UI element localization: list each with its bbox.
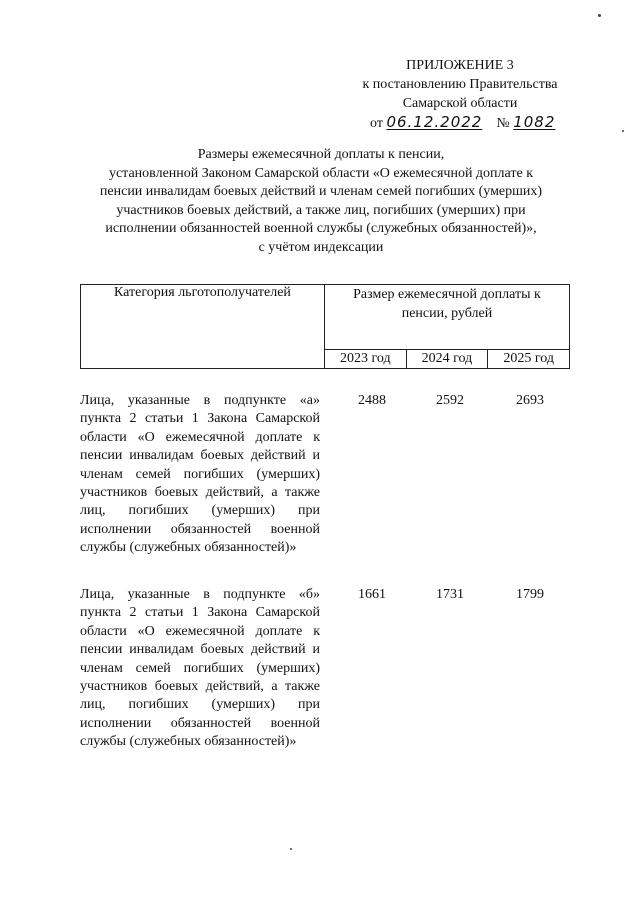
handwritten-number: 1082 [513,113,556,131]
row-value-2023: 2488 [358,393,386,408]
table-row [80,392,570,586]
document-title [72,146,570,257]
scan-speck [598,14,601,17]
appendix-label: ПРИЛОЖЕНИЕ 3 [406,58,514,73]
scan-speck [290,848,292,850]
table-header [80,284,570,369]
size-header-text: Размер ежемесячной доплаты к пенсии, рублей [353,287,541,321]
row-value-2025: 1799 [516,587,544,602]
category-column-header: Категория льготополучателей [81,285,325,369]
year-header-2024: 2024 год [406,350,488,369]
title-line-3: пенсии инвалидам боевых действий и членам семей погибших (умерших) [99,184,543,199]
row-value-2024: 2592 [436,393,464,408]
title-line-2: установленной Законом Самарской области «О ежемесячной доплате к [108,165,534,181]
title-line-4: участников боевых действий, а также лиц, погибших (умерших) при [116,202,526,218]
date-number-row [340,113,580,133]
row-category: Лица, указанные в подпункте «б» пункта 2 статьи 1 Закона Самарской области «О ежемесячной доплате к пенсии инвалидам боевых действий и членам семей погибших (умерших) участников боевых действий, а также лиц, погибших (умерших) при исполнении обязанностей военной службы (служебных обязанностей)» [80,587,320,750]
number-prefix: № [496,116,510,131]
year-header-2023: 2023 год [324,350,406,369]
handwritten-date: 06.12.2022 [386,113,483,131]
title-line-1: Размеры ежемесячной доплаты к пенсии, [197,147,445,162]
resolution-ref: к постановлению Правительства [362,77,558,92]
row-value-2023: 1661 [358,587,386,602]
scan-speck [622,130,624,132]
row-value-2024: 1731 [436,587,464,602]
row-value-2025: 2693 [516,393,544,408]
title-line-5: исполнении обязанностей военной службы (служебных обязанностей)», [105,221,537,236]
appendix-header [340,56,580,133]
table-row [80,586,570,780]
date-prefix: от [370,116,383,131]
region-name: Самарской области [402,96,518,111]
table-body [80,392,570,780]
title-line-6: с учётом индексации [258,239,384,255]
row-category: Лица, указанные в подпункте «а» пункта 2 статьи 1 Закона Самарской области «О ежемесячной доплате к пенсии инвалидам боевых действий и членам семей погибших (умерших) участников боевых действий, а также лиц, погибших (умерших) при исполнении обязанностей военной службы (служебных обязанностей)» [80,393,320,556]
year-header-2025: 2025 год [488,350,570,369]
size-column-header [324,285,569,350]
